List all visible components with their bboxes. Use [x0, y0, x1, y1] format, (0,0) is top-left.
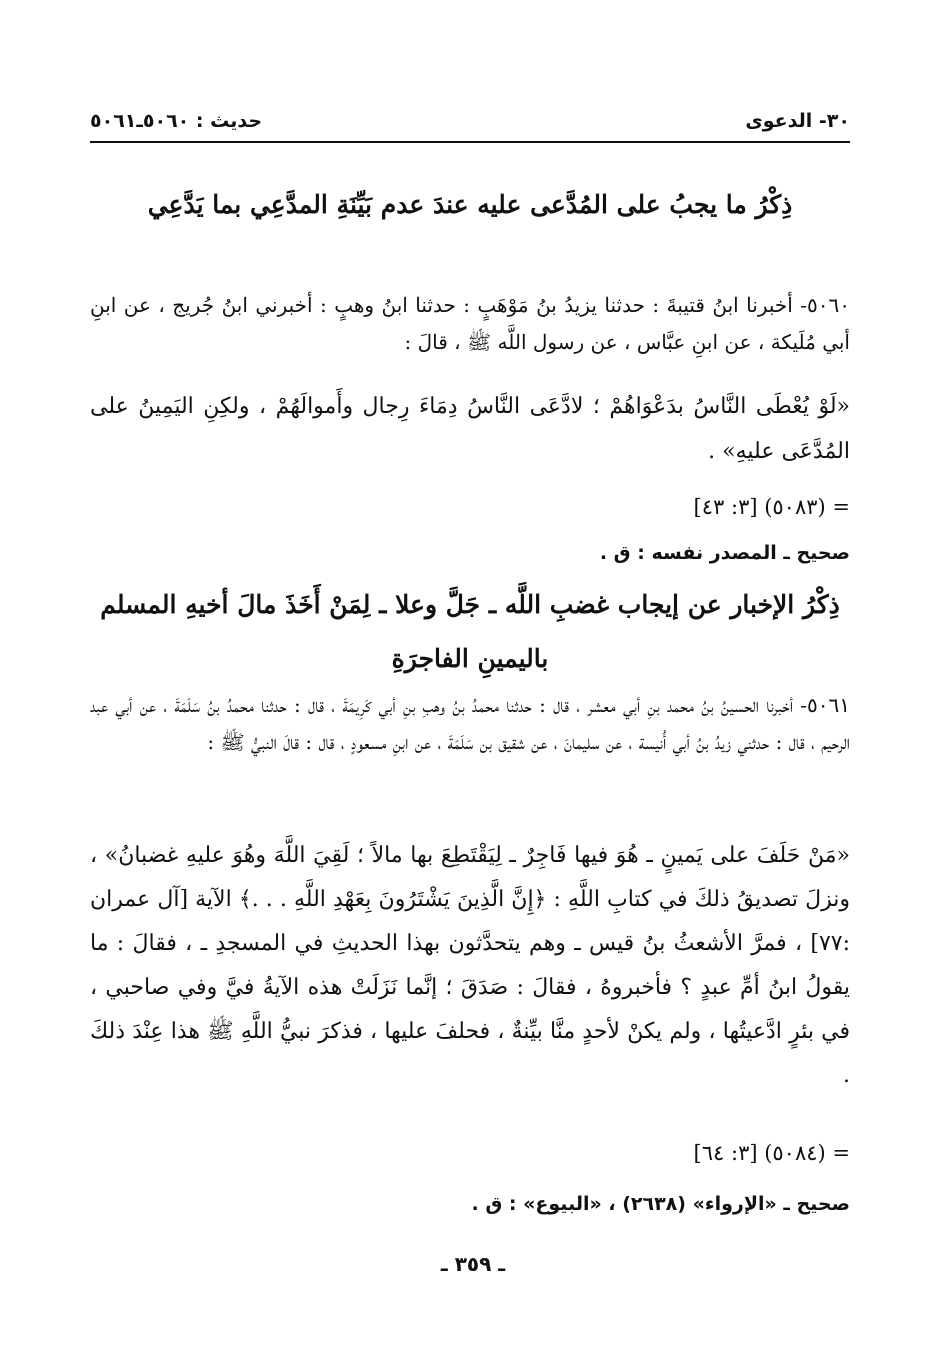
- cross-reference-5061: = (٥٠٨٤) [٣: ٦٤]: [693, 1141, 850, 1165]
- cross-reference-5060: = (٥٠٨٣) [٣: ٤٣]: [693, 495, 850, 519]
- isnad-5060: ٥٠٦٠- أخبرنا ابنُ قتيبةَ : حدثنا يزيدُ بنُ مَوْهَبٍ : حدثنا ابنُ وهبٍ : أخبرني ابنُ جُريج ، عن ابنِ أبي مُلَيكة ، عن ابنِ عبَّاس ، عن رسول اللَّه ﷺ ، قالَ :: [90, 293, 850, 354]
- hadith-range: حديث : ٥٠٦٠ـ٥٠٦١: [90, 110, 263, 132]
- matn-5061: «مَنْ حَلَفَ على يَمينٍ ـ هُوَ فيها فَاجِرٌ ـ لِيَقْتَطِعَ بها مالاً ؛ لَقِيَ اللَّهَ وهُوَ عليهِ غضبانُ» ، ونزلَ تصديقُ ذلكَ في كتابِ اللَّهِ : ﴿إِنَّ الَّذِينَ يَشْتَرُونَ بِعَهْدِ اللَّهِ . . .﴾ الآية [آل عمران :٧٧] ، فمرَّ الأشعثُ بنُ قيس ـ وهم يتحدَّثون بهذا الحديثِ في المسجدِ ـ ، فقالَ : ما يقولُ ابنُ أمِّ عبدٍ ؟ فأخبروهُ ، فقالَ : صَدَقَ ؛ إنَّما نَزَلَتْ هذه الآيةُ فيَّ وفي صاحبي ، في بئرٍ ادَّعيتُها ، ولم يكنْ لأحدٍ منَّا بيِّنةٌ ، فحلفَ عليها ، فذكرَ نبيُّ اللَّهِ ﷺ هذا عِنْدَ ذلكَ .: [90, 843, 850, 1088]
- grading-5061: صحيح ـ «الإرواء» (٢٦٣٨) ، «البيوع» : ق .: [471, 1193, 850, 1215]
- matn-5060: «لَوْ يُعْطَى النَّاسُ بدَعْوَاهُمْ ؛ لادَّعَى النَّاسُ دِمَاءَ رِجال وأَموالَهُمْ ، ولكِنِ اليَمِينُ على المُدَّعَى عليهِ» .: [90, 394, 850, 464]
- page-number: ـ ٣٥٩ ـ: [440, 1252, 506, 1276]
- header-rule: [90, 141, 850, 143]
- chapter-title: ٣٠- الدعوى: [745, 110, 850, 132]
- section-heading-2: ذِكْرُ الإخبار عن إيجاب غضبِ اللَّه ـ جَلَّ وعلا ـ لِمَنْ أَخَذَ مالَ أخيهِ المسلم باليمينِ الفاجرَةِ: [100, 590, 840, 673]
- section-heading-1: ذِكْرُ ما يجبُ على المُدَّعى عليه عندَ عدم بَيِّنَةِ المدَّعِي بما يَدَّعِي: [147, 190, 793, 219]
- running-header: [90, 96, 850, 132]
- grading-5060: صحيح ـ المصدر نفسه : ق .: [599, 542, 850, 564]
- isnad-5061: ٥٠٦١- أخبرنا الحسينُ بنُ محمد بنِ أبي معشر ، قال : حدثنا محمدُ بنُ وهبِ بنِ أبي كَرِيمَةَ ، قال : حدثنا محمدُ بنُ سَلَمَةَ ، عن أبي عبد الرحيم ، قال : حدثني زيدُ بنُ أبي أُنيسة ، عن سليمانَ ، عن شقيق بن سَلَمَةَ ، عن ابنِ مسعودٍ ، قال : قالَ النبيُّ ﷺ :: [90, 693, 851, 754]
